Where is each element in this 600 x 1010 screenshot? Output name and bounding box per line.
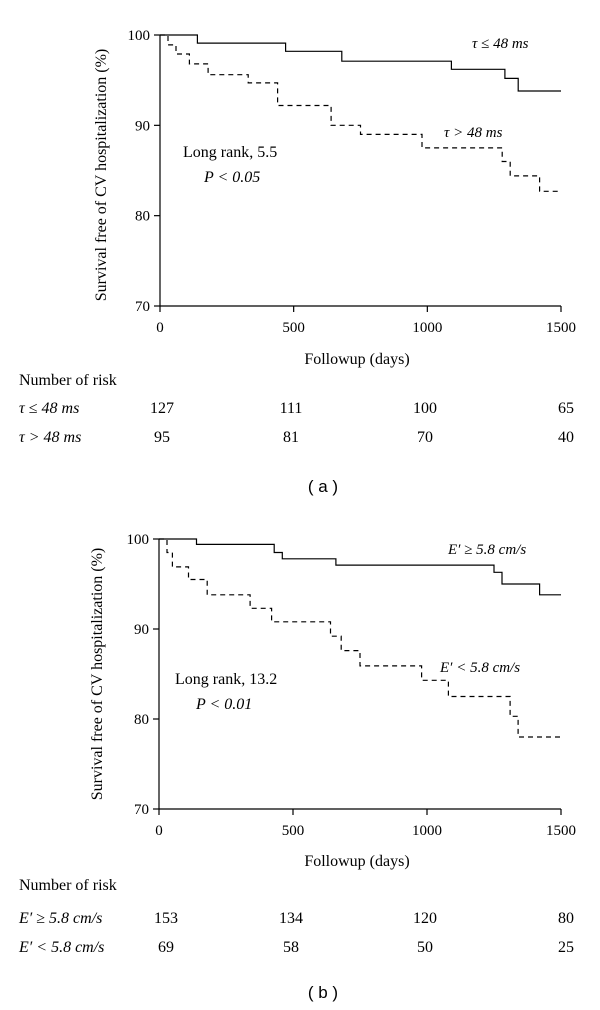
x-axis-title: Followup (days) bbox=[304, 853, 410, 870]
x-tick-label: 500 bbox=[282, 320, 305, 336]
risk-value: 80 bbox=[558, 910, 574, 927]
risk-value: 153 bbox=[154, 910, 178, 927]
x-tick-label: 1500 bbox=[546, 823, 576, 839]
risk-row-label: E′ ≥ 5.8 cm/s bbox=[19, 910, 103, 927]
risk-value: 95 bbox=[154, 429, 170, 446]
risk-row-label: τ > 48 ms bbox=[19, 429, 82, 446]
series-label-dashed: E′ < 5.8 cm/s bbox=[440, 660, 521, 676]
logrank-annotation: Long rank, 5.5 bbox=[183, 144, 278, 161]
risk-value: 100 bbox=[413, 400, 437, 417]
series-label-solid: τ ≤ 48 ms bbox=[472, 36, 529, 52]
x-axis-title: Followup (days) bbox=[304, 351, 410, 368]
y-axis-title: Survival free of CV hospitalization (%) bbox=[93, 48, 110, 302]
series-group bbox=[160, 35, 561, 191]
risk-row-label: E′ < 5.8 cm/s bbox=[19, 939, 105, 956]
x-tick-label: 1000 bbox=[412, 823, 442, 839]
risk-table-title: Number of risk bbox=[19, 877, 117, 894]
risk-value: 120 bbox=[413, 910, 437, 927]
panel-label: ( a ) bbox=[307, 477, 339, 496]
p-value-annotation: P < 0.05 bbox=[204, 169, 261, 186]
risk-value: 70 bbox=[417, 429, 433, 446]
y-tick-label: 70 bbox=[134, 802, 149, 818]
y-tick-label: 70 bbox=[135, 299, 150, 315]
risk-value: 69 bbox=[158, 939, 174, 956]
risk-value: 50 bbox=[417, 939, 433, 956]
x-tick-label: 0 bbox=[155, 823, 163, 839]
x-tick-label: 500 bbox=[281, 823, 305, 839]
panel-b bbox=[18, 532, 576, 1002]
y-tick-label: 90 bbox=[134, 622, 149, 638]
risk-value: 65 bbox=[558, 400, 574, 417]
risk-value: 127 bbox=[150, 400, 174, 417]
series-line-dashed bbox=[160, 35, 561, 191]
panel-a bbox=[19, 28, 576, 496]
risk-table-title: Number of risk bbox=[19, 372, 117, 389]
series-label-dashed: τ > 48 ms bbox=[444, 125, 503, 141]
risk-table bbox=[18, 877, 574, 956]
y-axis-title: Survival free of CV hospitalization (%) bbox=[89, 547, 106, 801]
risk-value: 25 bbox=[558, 939, 574, 956]
p-value-annotation: P < 0.01 bbox=[196, 696, 253, 713]
x-tick-label: 1000 bbox=[412, 320, 443, 336]
risk-value: 58 bbox=[283, 939, 299, 956]
panel-label: ( b ) bbox=[307, 983, 339, 1002]
x-tick-label: 1500 bbox=[546, 320, 576, 336]
series-label-solid: E′ ≥ 5.8 cm/s bbox=[448, 542, 527, 558]
y-tick-label: 100 bbox=[126, 532, 149, 548]
y-tick-label: 90 bbox=[135, 118, 150, 135]
logrank-annotation: Long rank, 13.2 bbox=[175, 671, 278, 688]
risk-value: 134 bbox=[279, 910, 303, 927]
y-tick-label: 80 bbox=[135, 208, 150, 225]
y-tick-label: 80 bbox=[134, 712, 149, 728]
y-tick-label: 100 bbox=[127, 28, 150, 44]
axes bbox=[128, 28, 577, 336]
risk-value: 81 bbox=[283, 429, 299, 446]
risk-row-label: τ ≤ 48 ms bbox=[19, 400, 80, 417]
risk-table bbox=[19, 372, 574, 446]
risk-value: 40 bbox=[558, 429, 574, 446]
risk-value: 111 bbox=[279, 400, 303, 417]
x-tick-label: 0 bbox=[156, 320, 164, 336]
